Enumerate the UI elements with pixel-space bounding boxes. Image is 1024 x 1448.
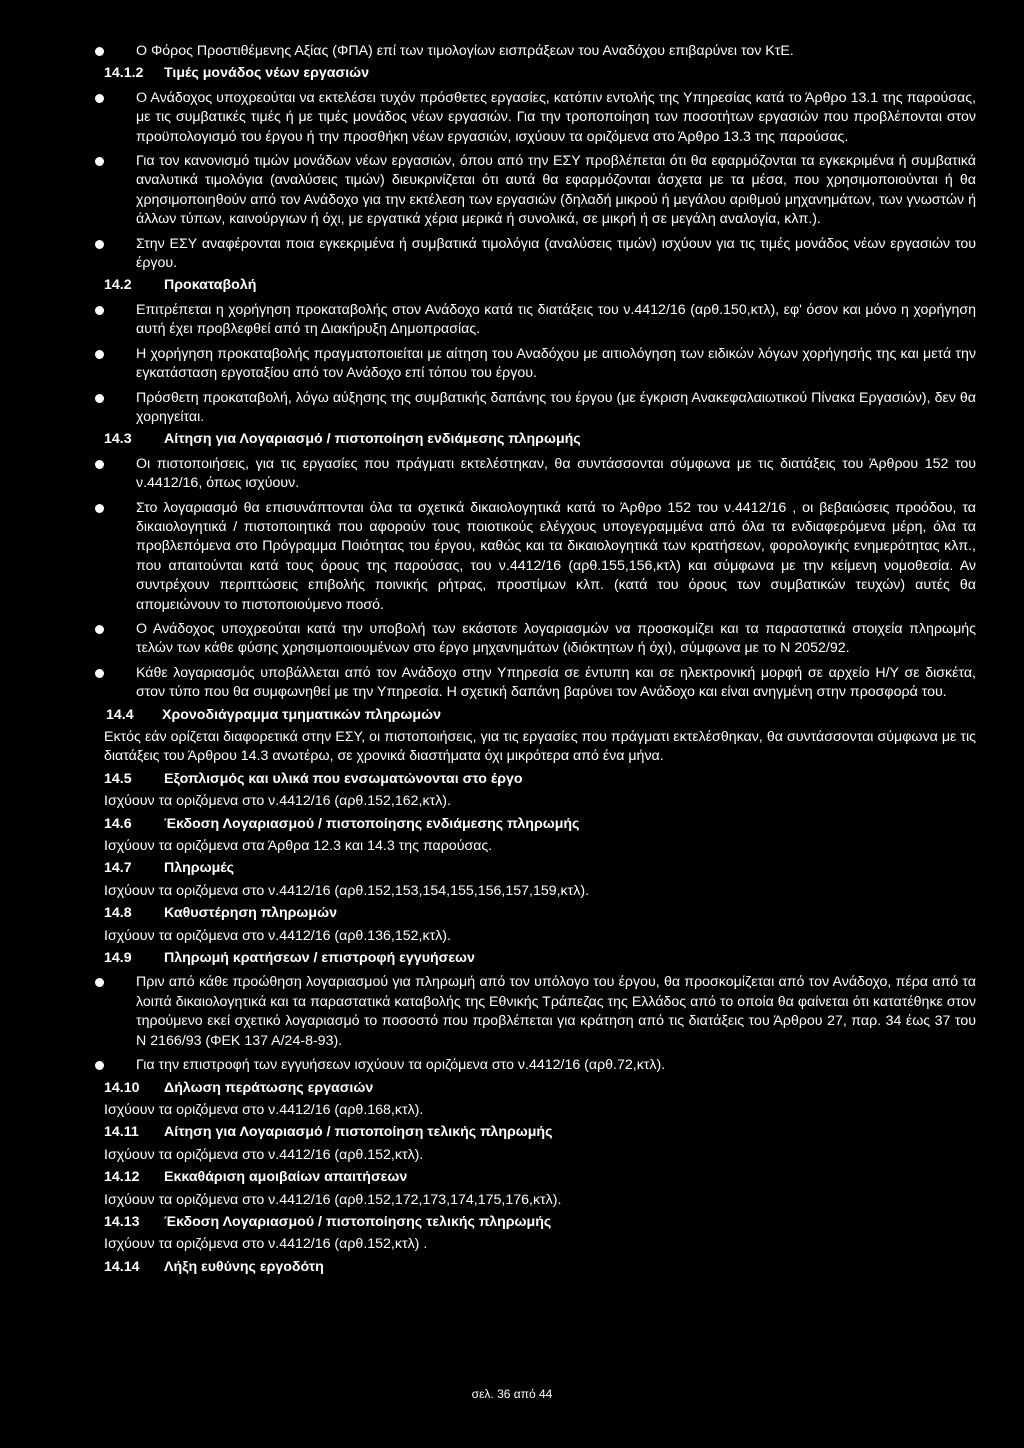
paragraph: Εκτός εάν ορίζεται διαφορετικά στην ΕΣΥ, οι πιστοποιήσεις, για τις εργασίες που πράγματι εκτελέσθηκαν, θα συντάσσονται σύμφωνα με τις διατάξεις του Άρθρου 14.3 ανωτέρω, σε χρονικά διαστήματα όχι μικρότερα από ένα μήνα. [104, 729, 976, 765]
section-number: 14.7 [104, 860, 132, 877]
bullet-item [0, 1056, 1024, 1075]
bullet-icon [95, 1061, 104, 1070]
section-title: Λήξη ευθύνης εργοδότη [164, 1258, 324, 1275]
section-title: Εξοπλισμός και υλικά που ενσωματώνονται στο έργο [164, 770, 523, 787]
section-number: 14.1.2 [104, 65, 144, 82]
bullet-item [0, 235, 1024, 274]
section-number: 14.6 [104, 815, 132, 832]
section-heading [0, 1123, 1024, 1142]
section-number: 14.8 [104, 905, 132, 922]
section-title: Χρονοδιάγραμμα τμηματικών πληρωμών [162, 706, 441, 723]
bullet-icon [95, 394, 104, 403]
page-number: σελ. 36 από 44 [471, 1387, 553, 1401]
bullet-text: Ο Ανάδοχος υποχρεούται να εκτελέσει τυχόν πρόσθετες εργασίες, κατόπιν εντολής της Υπηρεσίας κατά το Άρθρο 13.1 της παρούσας, με τις συμβατικές τιμές ή με τιμές μονάδος νέων εργασιών. Για την τροποποίηση των ποσοτήτων εργασιών που προβλέπονται στον προϋπολογισμό του έργου ή την προσθήκη νέων εργασιών, ισχύουν τα οριζόμενα στο Άρθρο 13.3 της παρούσας. [136, 89, 976, 145]
bullet-icon [95, 350, 104, 359]
section-number: 14.13 [104, 1213, 140, 1230]
bullet-icon [95, 157, 104, 166]
bullet-icon [95, 978, 104, 987]
bullet-item [0, 152, 1024, 230]
paragraph: Ισχύουν τα οριζόμενα στο ν.4412/16 (αρθ.152,κτλ) . [104, 1236, 428, 1253]
bullet-item [0, 973, 1024, 1051]
paragraph: Ισχύουν τα οριζόμενα στο ν.4412/16 (αρθ.152,172,173,174,175,176,κτλ). [104, 1191, 562, 1208]
paragraph: Ισχύουν τα οριζόμενα στο ν.4412/16 (αρθ.152,κτλ). [104, 1146, 424, 1163]
bullet-icon [95, 94, 104, 103]
section-number: 14.4 [106, 706, 134, 723]
section-title: Πληρωμές [164, 860, 235, 877]
bullet-icon [95, 669, 104, 678]
section-title: Εκκαθάριση αμοιβαίων απαιτήσεων [164, 1169, 408, 1186]
section-title: Αίτηση για Λογαριασμό / πιστοποίηση ενδιάμεσης πληρωμής [164, 431, 581, 448]
section-title: Καθυστέρηση πληρωμών [164, 905, 337, 922]
section-number: 14.12 [104, 1169, 140, 1186]
bullet-text: Για την επιστροφή των εγγυήσεων ισχύουν τα οριζόμενα στο ν.4412/16 (αρθ.72,κτλ). [136, 1057, 666, 1074]
document-body [0, 42, 1024, 1277]
section-heading [0, 276, 1024, 295]
bullet-text: Στο λογαριασμό θα επισυνάπτονται όλα τα σχετικά δικαιολογητικά κατά το Άρθρο 152 του ν.4412/16 , οι βεβαιώσεις προόδου, τα δικαιολογητικά / πιστοποιητικά που αφορούν τους ποιοτικούς ελέγχους υπογεγραμμένα από όλα τα ενδιαφερόμενα μέρη, όλα τα προβλεπόμενα στο Πρόγραμμα Ποιότητας του έργου, καθώς και τα δικαιολογητικά των κρατήσεων, φορολογικής ενημερότητας κλπ., που απαιτούνται κατά τους όρους της παρούσας, του ν.4412/16 (αρθ.155,156,κτλ) και σύμφωνα με την κείμενη νομοθεσία. Αν συντρέχουν περιπτώσεις επιβολής ποινικής ρήτρας, προστίμων κλπ. (κατά του όρους των συμβατικών τευχών) αυτές θα απομειώνουν το πιστοποιούμενο ποσό. [136, 499, 976, 613]
section-title: Έκδοση Λογαριασμού / πιστοποίησης ενδιάμεσης πληρωμής [164, 815, 580, 832]
section-title: Τιμές μονάδος νέων εργασιών [164, 65, 370, 82]
section-heading [0, 1168, 1024, 1187]
paragraph: Ισχύουν τα οριζόμενα στα Άρθρα 12.3 και 14.3 της παρούσας. [104, 838, 493, 855]
bullet-icon [95, 625, 104, 634]
bullet-item [0, 455, 1024, 494]
section-title: Προκαταβολή [164, 277, 257, 294]
section-heading [0, 1258, 1024, 1277]
section-heading [0, 64, 1024, 83]
bullet-item [0, 664, 1024, 703]
section-number: 14.9 [104, 950, 132, 967]
bullet-item [0, 499, 1024, 615]
bullet-text: Ο Ανάδοχος υποχρεούται κατά την υποβολή των εκάστοτε λογαριασμών να προσκομίζει και τα παραστατικά στοιχεία πληρωμής τελών των κάθε φύσης χρησιμοποιουμένων στο έργο μηχανημάτων (ιδιόκτητων ή όχι), σύμφωνα με το Ν 2052/92. [136, 620, 976, 657]
bullet-icon [95, 306, 104, 315]
bullet-item [0, 301, 1024, 340]
section-heading [0, 770, 1024, 789]
paragraph: Ισχύουν τα οριζόμενα στο ν.4412/16 (αρθ.136,152,κτλ). [104, 927, 451, 944]
section-heading [0, 949, 1024, 968]
section-heading [0, 815, 1024, 834]
section-title: Δήλωση περάτωσης εργασιών [164, 1079, 374, 1096]
bullet-icon [95, 504, 104, 513]
bullet-text: Οι πιστοποιήσεις, για τις εργασίες που πράγματι εκτελέστηκαν, θα συντάσσονται σύμφωνα με τις διατάξεις του Άρθρου 152 του ν.4412/16, όπως ισχύουν. [136, 455, 976, 492]
bullet-text: Η χορήγηση προκαταβολής πραγματοποιείται με αίτηση του Αναδόχου με αιτιολόγηση των ειδικών λόγων χορήγησής της και μετά την εγκατάσταση εργοταξίου από τον Ανάδοχο επί τόπου του έργου. [136, 345, 976, 382]
section-title: Πληρωμή κρατήσεων / επιστροφή εγγυήσεων [164, 950, 475, 967]
section-number: 14.10 [104, 1079, 140, 1096]
bullet-item [0, 42, 1024, 61]
bullet-item [0, 89, 1024, 147]
bullet-item [0, 389, 1024, 428]
section-heading [0, 1079, 1024, 1098]
section-number: 14.2 [104, 277, 132, 294]
section-heading [0, 859, 1024, 878]
section-number: 14.11 [104, 1124, 139, 1141]
section-number: 14.14 [104, 1258, 140, 1275]
bullet-text: Ο Φόρος Προστιθέμενης Αξίας (ΦΠΑ) επί των τιμολογίων εισπράξεων του Αναδόχου επιβαρύνει τον ΚτΕ. [136, 43, 794, 59]
bullet-text: Κάθε λογαριασμός υποβάλλεται από τον Ανάδοχο στην Υπηρεσία σε έντυπη και σε ηλεκτρονική μορφή σε αρχείο Η/Υ σε δισκέτα, στον τύπο που θα συμφωνηθεί με την Υπηρεσία. Η σχετική δαπάνη βαρύνει τον Ανάδοχο και είναι ανηγμένη στην προσφορά του. [136, 664, 976, 701]
bullet-icon [95, 240, 104, 249]
bullet-icon [95, 460, 104, 469]
bullet-text: Επιτρέπεται η χορήγηση προκαταβολής στον Ανάδοχο κατά τις διατάξεις του ν.4412/16 (αρθ.150,κτλ), εφ' όσον και μόνο η χορήγηση αυτή έχει προβλεφθεί από τη Διακήρυξη Δημοπρασίας. [136, 301, 976, 338]
section-heading [0, 430, 1024, 449]
paragraph: Ισχύουν τα οριζόμενα στο ν.4412/16 (αρθ.152,162,κτλ). [104, 793, 451, 810]
bullet-item [0, 345, 1024, 384]
bullet-text: Στην ΕΣΥ αναφέρονται ποια εγκεκριμένα ή συμβατικά τιμολόγια (αναλύσεις τιμών) ισχύουν για τις τιμές μονάδος νέων εργασιών του έργου. [136, 235, 976, 272]
bullet-text: Για τον κανονισμό τιμών μονάδων νέων εργασιών, όπου από την ΕΣΥ προβλέπεται ότι θα εφαρμόζονται τα εγκεκριμένα ή συμβατικά αναλυτικά τιμολόγια (αναλύσεις τιμών) διευκρινίζεται ότι αυτά θα εφαρμόζονται άσχετα με τα μέσα, που χρησιμοποιούνται ή θα χρησιμοποιηθούν από τον Ανάδοχο για την εκτέλεση των εργασιών (δηλαδή μικρού ή μεγάλου αριθμού μηχανημάτων, των γνωστών ή άλλων τύπων, καινούργιων ή όχι, με εργατικά χέρια μερικά ή συνολικά, σε μικρή ή σε μεγάλη αναλογία, κλπ.). [136, 153, 976, 228]
paragraph: Ισχύουν τα οριζόμενα στο ν.4412/16 (αρθ.152,153,154,155,156,157,159,κτλ). [104, 882, 590, 899]
section-title: Αίτηση για Λογαριασμό / πιστοποίηση τελικής πληρωμής [164, 1124, 553, 1141]
bullet-item [0, 620, 1024, 659]
section-heading [0, 706, 1024, 725]
section-heading [0, 904, 1024, 923]
paragraph: Ισχύουν τα οριζόμενα στο ν.4412/16 (αρθ.168,κτλ). [104, 1101, 424, 1118]
section-number: 14.3 [104, 431, 132, 448]
section-heading [0, 1213, 1024, 1232]
section-title: Έκδοση Λογαριασμού / πιστοποίησης τελικής πληρωμής [164, 1213, 552, 1230]
bullet-text: Πρόσθετη προκαταβολή, λόγω αύξησης της συμβατικής δαπάνης του έργου (με έγκριση Ανακεφαλαιωτικού Πίνακα Εργασιών), δεν θα χορηγείται. [136, 389, 976, 425]
bullet-text: Πριν από κάθε προώθηση λογαριασμού για πληρωμή από τον υπόλογο του έργου, θα προσκομίζεται από τον Ανάδοχο, πέρα από τα λοιπά δικαιολογητικά και τα παραστατικά καταβολής της Εθνικής Τράπεζας της Ελλάδος από το οποία θα φαίνεται ότι κατατέθηκε στον τηρούμενο εκεί σχετικό λογαριασμό το ποσοστό που προβλέπεται για κράτηση από τις διατάξεις του Άρθρου 27, παρ. 34 έως 37 του Ν 2166/93 (ΦΕΚ 137 Α/24-8-93). [136, 974, 976, 1049]
bullet-icon [95, 47, 104, 56]
section-number: 14.5 [104, 770, 132, 787]
